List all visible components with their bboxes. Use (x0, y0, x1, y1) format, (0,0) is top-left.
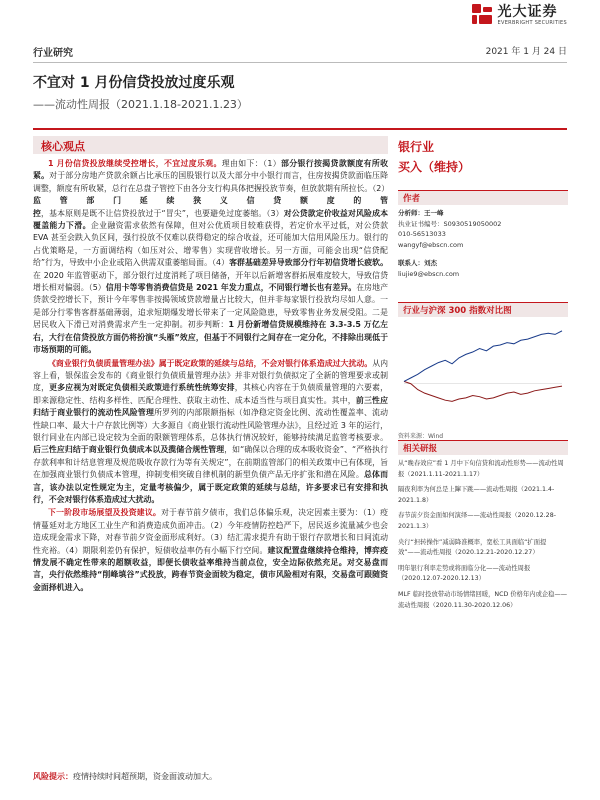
rating: 买入（维持） (398, 160, 471, 174)
p1-point3: 对公贷款定价收益对风险成本覆盖能力下滑。 (33, 208, 388, 231)
p2-point: 前三性应归结于商业银行的流动性风险管理 (33, 395, 388, 418)
p2-point: 后三性应归结于商业银行负债成本以及揽储合规性管理 (33, 445, 225, 455)
p1-text: 对于部分房地产贷款余额占比承压的国股银行以及大部分中小银行而言，住房按揭贷款面临压降调整，额度有所收紧，总行在总盘子管控下由各分支行构具体把握投放节奏，但放款期有所拉长。（2） (33, 171, 390, 193)
paragraph-liability (33, 358, 388, 507)
analyst-email[interactable]: wangyf@ebscn.com (398, 240, 464, 249)
chart-header: 行业与沪深 300 指数对比图 (398, 303, 568, 317)
p1-text: ，基本原则是既不让信贷投放过于“冒尖”，也要避免过度萎缩。（3） (41, 208, 284, 218)
industry-name: 银行业 (398, 140, 435, 154)
logo-mark-icon (472, 4, 494, 26)
related-report[interactable]: 央行“担转操作”减弱降准概率，宽松工具面临“扩面提效”——流动性周报（2020.12.21-2020.12.27） (398, 538, 547, 557)
p1-text: 企业融资需求依然有保障，但对公优质项目较难获得，若定价水平过低，对公贷款 EVA 甚至会跌入负区间，强行投放不仅难以获得稳定的综合收益，还可能加大信用风险压力。银行的占优策略是，一方面调结构（如压对公、增零售）实现营收增长。另一方面，可能会出现“信贷配给”行为，导致中小企业或陷入供需双重萎缩局面。（4） (33, 221, 388, 268)
series-line-1 (404, 331, 562, 382)
report-title: 不宜对 1 月份信贷投放过度乐观 (33, 75, 235, 91)
p1-conclusion: 1 月份新增信贷规模维持在 3.3-3.5 万亿左右，大行在信贷投放方面仍将扮演“头雁”效应，但基于不同银行之间存在一定分化，不排除出现低于市场预期的可能。 (33, 320, 388, 355)
related-report[interactable]: 明年银行利率走势或将面临分化——流动性周报（2020.12.07-2020.12.13） (398, 564, 531, 583)
related-report[interactable]: 隔夜利率为何总是上蹿下跳——流动性周报（2021.1.4-2021.1.8） (398, 486, 555, 504)
p1-text: 在房地产贷款受控增长下，预计今年零售非按揭领域贷款增量占比较大，但并非每家银行投放均尽如人意。一是部分行零售客群基础薄弱，追求短期爆发增长带来了一定风险隐患，导致零售业务发展受阻。二是居民收入下滑已对消费需求产生一定抑制。初步判断： (33, 283, 388, 330)
p1-lead: 1 月份信贷投放继续受控增长，不宜过度乐观。 (48, 159, 222, 168)
header-divider (33, 62, 567, 63)
risk-label: 风险提示： (33, 772, 73, 781)
risk-text: 疫情持续时间超预期，资金面波动加大。 (73, 772, 217, 781)
related-header: 相关研报 (398, 441, 568, 455)
p1-point2: 监管部门延续狭义信贷额度的管控 (33, 196, 388, 218)
risk-warning (33, 771, 217, 782)
p2-conclusion: 总体而言，该办法以定性规定为主，定量考核偏少，属于既定政策的延续与总结，许多要求已有安排和执行，不会对银行体系造成过大扰动。 (33, 470, 388, 504)
main-body (33, 158, 388, 595)
contact-name: 联系人：刘杰 (398, 259, 437, 267)
related-report[interactable]: 从“晚春效应”看 1 月中下旬信贷和流动性形势——流动性周报（2021.1.11-2021.1.17） (398, 460, 564, 478)
p2-text: ，如“确保以合理的成本吸收资金”、“严格执行存款利率和计结息管理及规范吸收存款行为等有关规定”，在前期监管部门的相关政策中已有体现，旨在加强商业银行负债成本管理，抑制变相突破自律机制的新型负债产品无序扩张和潜在风险。 (33, 445, 388, 480)
report-category: 行业研究 (33, 48, 73, 59)
series-line-0 (404, 381, 562, 401)
logo-name: 光大证券 (497, 3, 558, 20)
author-section (398, 190, 568, 279)
report-subtitle: ——流动性周报（2021.1.18-2021.1.23） (33, 98, 248, 111)
p2-text: ，其核心内容在于负债质量管理的六要素，即来源稳定性、结构多样性、匹配合理性、获取主动性、成本适当性与项目真实性。其中， (33, 383, 388, 405)
p2-point: 更多应视为对既定负债相关政策进行系统性统筹安排 (49, 383, 235, 393)
related-report[interactable]: MLF 临时投放带动市场情绪回暖，NCD 价格年内或企稳——流动性周报（2020.11.30-2020.12.06） (398, 590, 568, 609)
p2-text: 所罗列的内部限额指标（如净稳定资金比例、流动性覆盖率、流动性缺口率、最大十户存款比例等）大多源自《商业银行流动性风险管理办法》，且经过近 3 年的运行，银行同业在内部已设定较为全面的限额管理体系，总体执行情况较好，能够持续满足监管考核要求。 (33, 408, 388, 442)
logo-english-name: EVERBRIGHT SECURITIES (497, 19, 567, 26)
chart-section (398, 302, 568, 440)
p1-point5: 信用卡等零售消费信贷是 2021 年发力重点，不同银行增长也有差异。 (105, 283, 357, 293)
p3-lead: 下一阶段市场展望及投资建议。 (48, 508, 161, 518)
chart-source: 资料来源：Wind (398, 433, 444, 440)
p1-point1: 部分银行按揭贷款额度有所收紧。 (33, 159, 388, 181)
analyst-license: 执业证书编号：S0930519050002 (398, 219, 502, 228)
report-date: 2021 年 1 月 24 日 (485, 47, 567, 57)
contact-email[interactable]: liujie9@ebscn.com (398, 269, 460, 278)
analyst-name: 分析师：王一峰 (398, 209, 444, 217)
p1-text: 在 2020 年监管驱动下，部分银行过度消耗了项目储备，开年以后新增客群拓展难度较大，导致信贷增长相对偏弱。（5） (33, 270, 388, 293)
title-divider (33, 128, 567, 130)
core-views-label: 核心观点 (41, 140, 85, 153)
analyst-phone: 010-56513033 (398, 230, 446, 238)
related-report[interactable]: 春节前夕资金面如何演绎——流动性周报（2020.12.28-2021.1.3） (398, 512, 556, 530)
paragraph-outlook (33, 507, 388, 594)
author-header: 作者 (398, 191, 568, 205)
p1-text: 理由如下：（1） (221, 159, 282, 168)
paragraph-credit (33, 158, 388, 357)
p2-lead: 《商业银行负债质量管理办法》属于既定政策的延续与总结，不会对银行体系造成过大扰动。 (48, 358, 373, 368)
p2-text: 从内容上看，银保监会发布的《商业银行负债质量管理办法》并非对银行负债拟定了全新的管理要求或制度， (33, 358, 388, 393)
index-comparison-chart (398, 317, 568, 427)
p1-point4: 客群基础差异导致部分行年初信贷增长疲软。 (229, 258, 388, 268)
company-logo (472, 4, 567, 26)
core-views-header (33, 136, 388, 154)
related-section (398, 440, 568, 616)
p3-conclusion: 建议配置盘继续持仓维持，博弈疫情发展不确定性带来的超额收益，即便长债收益率维持当前点位，安全边际依然充足。对交易盘而言，央行依然维持“削峰填谷”式投放，跨春节资金面较为稳定，债市风险相对有限，交易盘可跟随资金面择机进入。 (33, 545, 388, 592)
p3-text: 对于春节前夕债市，我们总体偏乐观，决定因素主要为：（1）疫情蔓延对北方地区工业生产和消费造成负面冲击。（2）今年疫情防控趋严下，居民返乡流量减少也会造成现金需求下降，对春节前夕资金面形成利好。（3）结汇需求提升有助于银行存款增长和日间流动性充裕。（4）期限利差仍有保护，短债收益率仍有小幅下行空间。 (33, 508, 388, 555)
